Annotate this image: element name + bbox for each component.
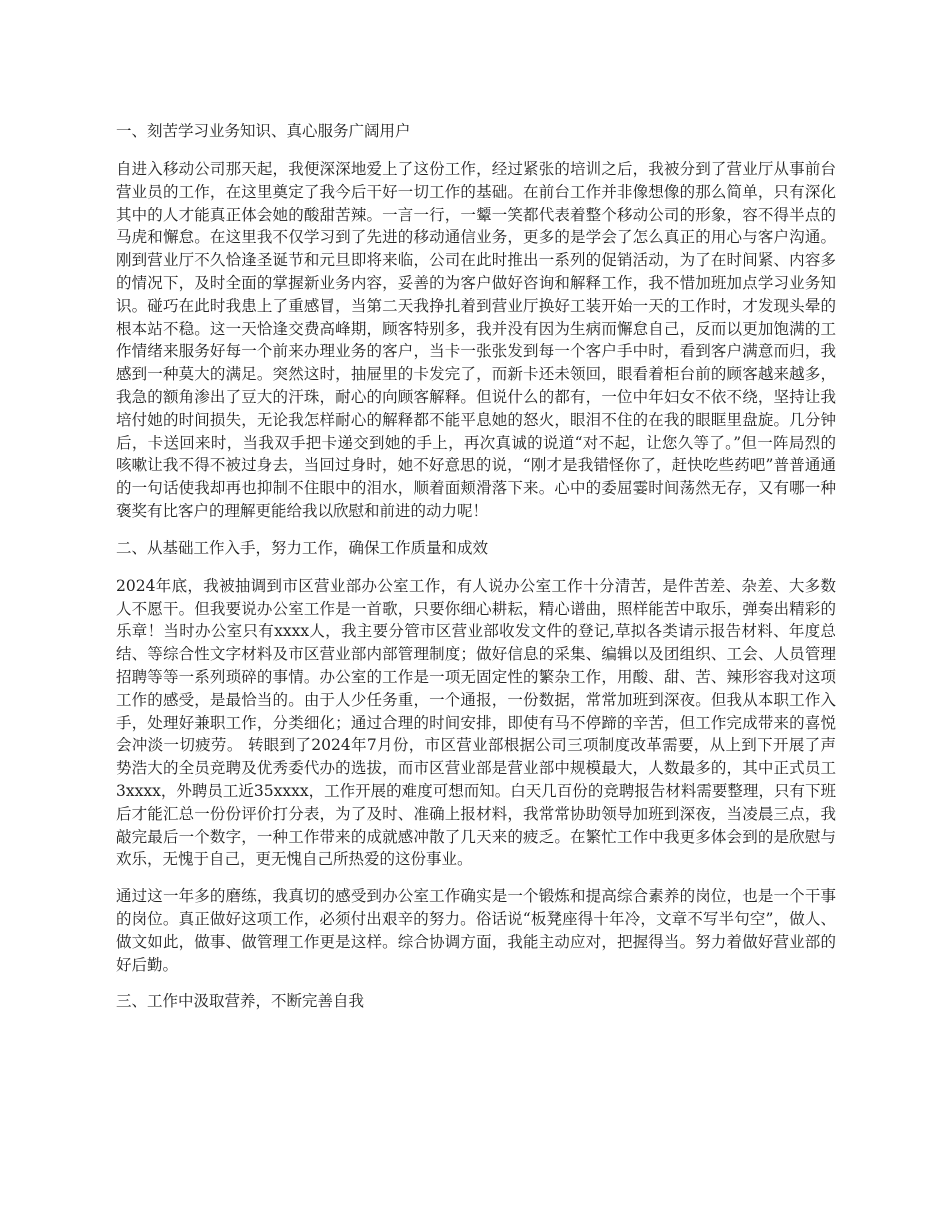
section-2-paragraph-1: 2024年底，我被抽调到市区营业部办公室工作，有人说办公室工作十分清苦，是件苦差、杂差、大多数人不愿干。但我要说办公室工作是一首歌，只要你细心耕耘，精心谱曲，照样能苦中取乐，弹奏出精彩的乐章！当时办公室只有xxxx人，我主要分管市区营业部收发文件的登记,草拟各类请示报告材料、年度总结、等综合性文字材料及市区营业部内部管理制度；做好信息的采集、编辑以及团组织、工会、人员管理招聘等等一系列琐碎的事情。办公室的工作是一项无固定性的繁杂工作，用酸、甜、苦、辣形容我对这项工作的感受，是最恰当的。由于人少任务重，一个通报，一份数据，常常加班到深夜。但我从本职工作入手，处理好兼职工作，分类细化；通过合理的时间安排，即使有马不停蹄的辛苦，但工作完成带来的喜悦会冲淡一切疲劳。 转眼到了2024年7月份，市区营业部根据公司三项制度改革需要，从上到下开展了声势浩大的全员竞聘及优秀委代办的选拔，而市区营业部是营业部中规模最大，人数最多的，其中正式员工3xxxx，外聘员工近35xxxx，工作开展的难度可想而知。白天几百份的竞聘报告材料需要整理，只有下班后才能汇总一份份评价打分表，为了及时、准确上报材料，我常常协助领导加班到深夜，当凌晨三点，我敲完最后一个数字，一种工作带来的成就感冲散了几天来的疲乏。在繁忙工作中我更多体会到的是欣慰与欢乐，无愧于自己，更无愧自己所热爱的这份事业。 (116, 576, 836, 869)
section-2-paragraph-2: 通过这一年多的磨练，我真切的感受到办公室工作确实是一个锻炼和提高综合素养的岗位，也是一个干事的岗位。真正做好这项工作，必须付出艰辛的努力。俗话说“板凳座得十年冷，文章不写半句空”，做人、做文如此，做事、做管理工作更是这样。综合协调方面，我能主动应对，把握得当。努力着做好营业部的好后勤。 (116, 887, 836, 974)
section-heading-3: 三、工作中汲取营养，不断完善自我 (116, 992, 365, 1011)
section-heading-1: 一、刻苦学习业务知识、真心服务广阔用户 (116, 122, 411, 140)
section-1-paragraph: 自进入移动公司那天起，我便深深地爱上了这份工作，经过紧张的培训之后，我被分到了营业厅从事前台营业员的工作，在这里奠定了我今后干好一切工作的基础。在前台工作并非像想像的那么简单，只有深化其中的人才能真正体会她的酸甜苦辣。一言一行，一颦一笑都代表着整个移动公司的形象，容不得半点的马虎和懈怠。在这里我不仅学习到了先进的移动通信业务，更多的是学会了怎么真正的用心与客户沟通。刚到营业厅不久恰逢圣诞节和元旦即将来临，公司在此时推出一系列的促销活动，为了在时间紧、内容多的情况下，及时全面的掌握新业务内容，妥善的为客户做好咨询和解释工作，我不惜加班加点学习业务知识。碰巧在此时我患上了重感冒，当第二天我挣扎着到营业厅换好工装开始一天的工作时，才发现头晕的根本站不稳。这一天恰逢交费高峰期，顾客特别多，我并没有因为生病而懈怠自己，反而以更加饱满的工作情绪来服务好每一个前来办理业务的客户，当卡一张张发到每一个客户手中时，看到客户满意而归，我感到一种莫大的满足。突然这时，抽屉里的卡发完了，而新卡还未领回，眼看着柜台前的顾客越来越多，我急的额角渗出了豆大的汗珠，耐心的向顾客解释。但说什么的都有，一位中年妇女不依不绕，坚持让我培付她的时间损失，无论我怎样耐心的解释都不能平息她的怒火，眼泪不住的在我的眼眶里盘旋。几分钟后，卡送回来时，当我双手把卡递交到她的手上，再次真诚的说道“对不起，让您久等了。”但一阵局烈的咳嗽让我不得不被过身去，当回过身时，她不好意思的说，“刚才是我错怪你了，赶快吃些药吧”普普通通的一句话使我却再也抑制不住眼中的泪水，顺着面颊滑落下来。心中的委屈霎时间荡然无存，又有哪一种褒奖有比客户的理解更能给我以欣慰和前进的动力呢！ (116, 160, 836, 520)
document-body (116, 120, 836, 1028)
section-heading-2: 二、从基础工作入手，努力工作，确保工作质量和成效 (116, 538, 489, 557)
